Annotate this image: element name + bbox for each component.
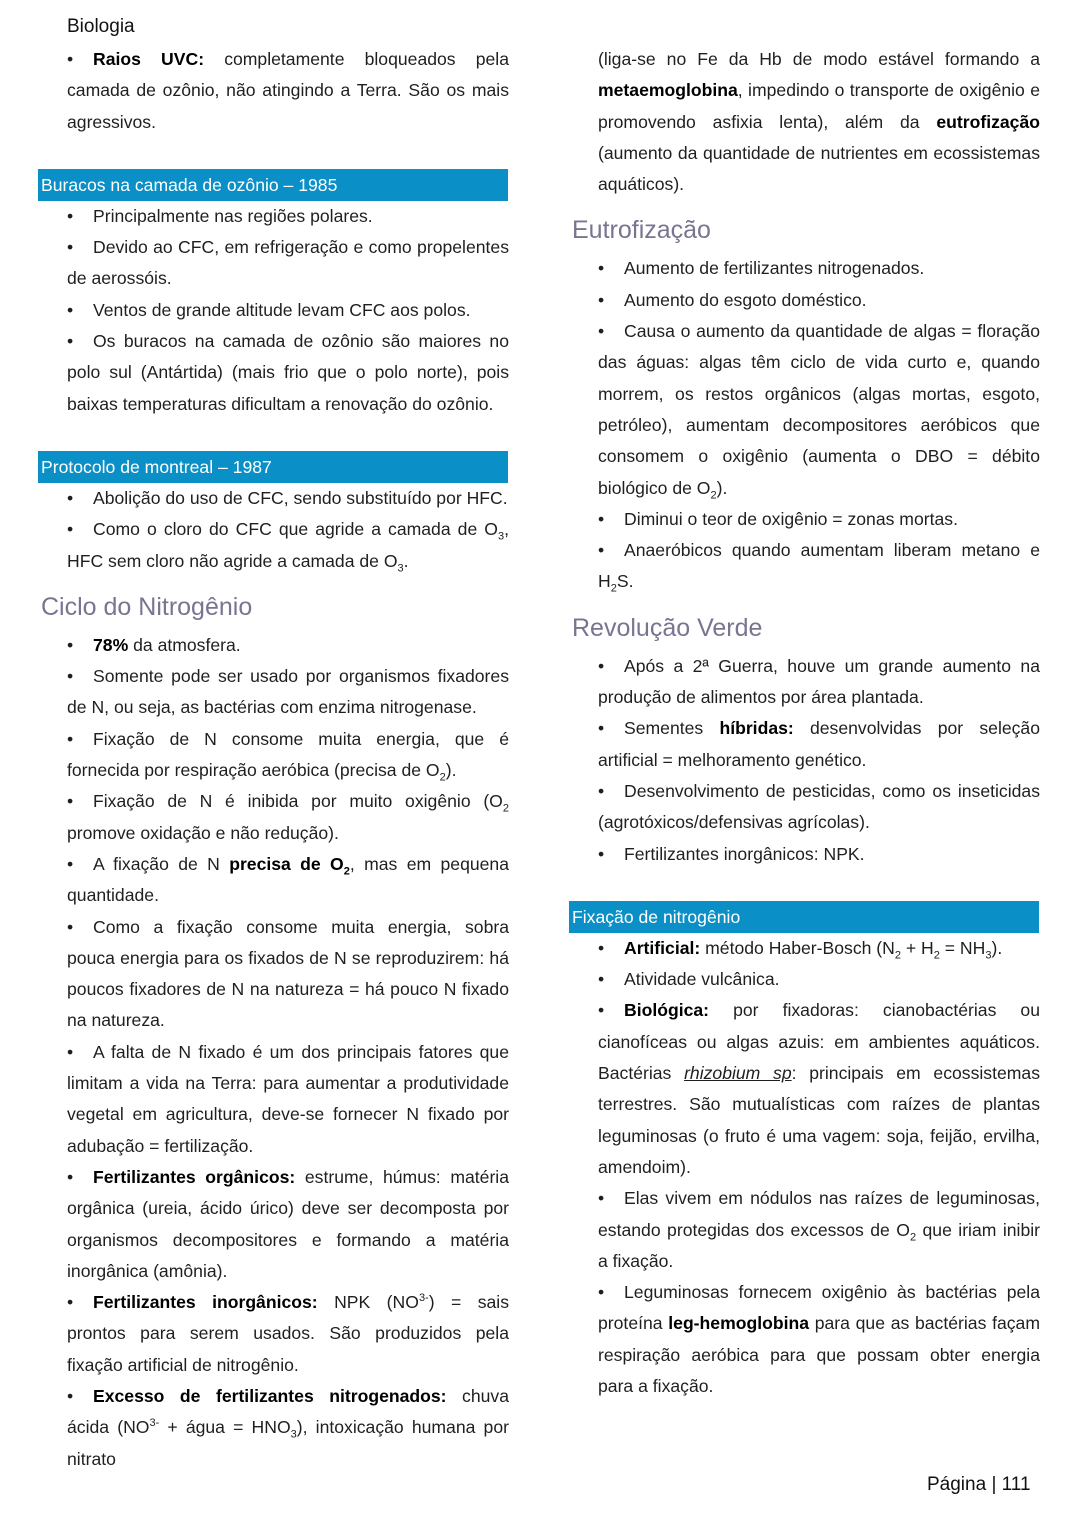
list-item (598, 535, 1040, 598)
term: Fertilizantes orgânicos: (93, 1166, 296, 1187)
bullet-icon: • (598, 258, 605, 279)
bullet-raios-uvc (67, 44, 509, 138)
bullet-icon: • (67, 299, 74, 320)
subscript: 2 (933, 949, 940, 962)
subscript: 2 (710, 489, 717, 502)
list-item (67, 661, 509, 724)
bullet-text: Diminui o teor de oxigênio = zonas mortas. (624, 508, 958, 529)
section-banner-montreal: Protocolo de montreal – 1987 (38, 451, 508, 483)
subscript: 2 (502, 802, 509, 815)
bullet-icon: • (67, 519, 74, 540)
bullet-text: Ventos de grande altitude levam CFC aos polos. (93, 299, 471, 320)
list-item (67, 630, 509, 661)
list-item (598, 651, 1040, 714)
bullet-icon: • (67, 487, 74, 508)
bullet-text: para que as bactérias façam respiração aeróbica para que possam obter energia para a fixação. (598, 1313, 1040, 1396)
term: eutrofização (936, 111, 1040, 132)
bullet-icon: • (67, 791, 74, 812)
bullet-text: A fixação de N (93, 853, 230, 874)
bullet-icon: • (598, 937, 605, 958)
bullet-text: método Haber-Bosch (N (700, 937, 895, 958)
section-banner-fixacao: Fixação de nitrogênio (569, 901, 1039, 933)
bullet-icon: • (67, 237, 74, 258)
term: Artificial: (624, 937, 701, 958)
bullet-icon: • (67, 916, 74, 937)
bullet-text: estrume, húmus: matéria orgânica (ureia, ácido úrico) deve ser decomposta por organismos decompositores e formando a matéria inorgânica (amônia). (67, 1166, 510, 1281)
subscript: 3 (397, 562, 404, 575)
bullet-text: = NH (939, 937, 986, 958)
list-item (67, 912, 509, 1037)
bullet-text: ). (716, 477, 728, 498)
species-name: rhizobium sp (684, 1063, 792, 1084)
bullet-icon: • (67, 853, 74, 874)
superscript: 3- (418, 1292, 429, 1305)
term: metaemoglobina (598, 80, 738, 101)
subscript: 3 (985, 949, 992, 962)
bullet-icon: • (67, 1292, 74, 1313)
list-item (598, 995, 1040, 1183)
heading-revolucao-verde: Revolução Verde (572, 613, 763, 642)
bullet-icon: • (67, 666, 74, 687)
term: leg-hemoglobina (668, 1313, 810, 1334)
page-number: Página | 111 (927, 1474, 1031, 1495)
bullet-text: Desenvolvimento de pesticidas, como os inseticidas (agrotóxicos/defensivas agrícolas). (598, 780, 1040, 833)
bullet-text: Leguminosas fornecem oxigênio às bactérias pela proteína (598, 1282, 1040, 1334)
list-item (67, 1381, 509, 1475)
heading-ciclo-nitrogenio: Ciclo do Nitrogênio (41, 592, 253, 621)
list-item (67, 232, 509, 295)
bullet-icon: • (598, 655, 605, 676)
bullet-text: Aumento de fertilizantes nitrogenados. (624, 258, 925, 279)
bullet-text: Anaeróbicos quando aumentam liberam metano e H (598, 540, 1040, 592)
bullet-text: Causa o aumento da quantidade de algas = floração das águas: algas têm ciclo de vida curto e, quando morrem, os restos orgânicos (algas mortas, esgoto, petróleo), aumentam decompositores aeróbicos que consomem o oxigênio (aumenta o DBO = débito biológico de O (598, 321, 1040, 498)
bullet-icon: • (598, 718, 605, 739)
bullet-text: , HFC sem cloro não agride a camada de O (67, 519, 509, 571)
page-header-subject: Biologia (67, 16, 135, 37)
bullet-text: por fixadoras: cianobactérias ou cianofíceas ou algas azuis: em ambientes aquáticos. Bactérias (598, 1000, 1040, 1084)
bullet-text: Sementes (624, 718, 720, 739)
bullet-text: chuva ácida (NO (67, 1385, 509, 1438)
term: Raios UVC: (93, 49, 205, 69)
bullet-text: ) = sais prontos para serem usados. São produzidos pela fixação artificial de nitrogênio. (67, 1292, 509, 1375)
list-item (598, 1183, 1040, 1277)
list-item (67, 724, 509, 787)
bullet-icon: • (67, 1385, 74, 1406)
bullet-icon: • (598, 1188, 605, 1209)
bullet-text: ), intoxicação humana por nitrato (67, 1417, 509, 1469)
list-item (67, 295, 509, 326)
bullet-text: que iriam inibir a fixação. (598, 1219, 1041, 1271)
bullet-icon: • (598, 540, 605, 561)
list-item (598, 839, 1040, 870)
bullet-text: , mas em pequena quantidade. (67, 853, 509, 906)
bullet-text: . (403, 550, 409, 571)
bullet-text: Os buracos na camada de ozônio são maiores no polo sul (Antártida) (mais frio que o polo norte), pois baixas temperaturas dificultam a renovação do ozônio. (67, 331, 509, 414)
list-item (598, 285, 1040, 316)
term: Excesso de fertilizantes nitrogenados: (93, 1385, 447, 1406)
term: precisa de O (229, 853, 344, 874)
superscript: 3- (149, 1417, 160, 1430)
bullet-icon: • (598, 508, 605, 529)
bullet-text: : principais em ecossistemas terrestres. São mutualísticas com raízes de plantas leguminosas (o fruto é uma vagem: soja, feijão, ervilha, amendoim). (598, 1063, 1041, 1177)
bullet-icon: • (67, 331, 74, 352)
list-item (598, 776, 1040, 839)
bullet-text: Devido ao CFC, em refrigeração e como propelentes de aerossóis. (67, 237, 509, 289)
subscript: 3 (497, 530, 505, 543)
subscript: 2 (343, 865, 350, 878)
bullet-text: + H (900, 937, 934, 958)
bullet-text: Somente pode ser usado por organismos fixadores de N, ou seja, as bactérias com enzima nitrogenase. (67, 666, 509, 718)
bullet-icon: • (598, 843, 605, 864)
term: híbridas: (719, 718, 794, 739)
subscript: 2 (439, 771, 446, 784)
bullet-text: Elas vivem em nódulos nas raízes de leguminosas, estando protegidas dos excessos de O (598, 1188, 1040, 1240)
list-item (598, 933, 1040, 964)
right-column (572, 44, 1041, 1402)
bullet-text: da atmosfera. (128, 634, 241, 655)
list-item (67, 1287, 509, 1381)
section-banner-buracos: Buracos na camada de ozônio – 1985 (38, 169, 508, 201)
list-item (67, 326, 509, 420)
subscript: 2 (610, 582, 617, 595)
bullet-icon: • (598, 969, 605, 990)
bullet-text: Fertilizantes inorgânicos: NPK. (624, 843, 865, 864)
bullet-icon: • (67, 728, 74, 749)
paragraph-text: (liga-se no Fe da Hb de modo estável formando a (598, 49, 1040, 69)
bullet-icon: • (598, 1000, 605, 1021)
list-item (67, 849, 509, 912)
list-item (598, 1277, 1040, 1402)
subscript: 2 (909, 1231, 917, 1244)
list-item (67, 514, 509, 577)
list-item (67, 786, 509, 849)
bullet-text: Como o cloro do CFC que agride a camada de O (93, 519, 498, 540)
list-item (598, 253, 1040, 284)
bullet-text: completamente bloqueados pela camada de ozônio, não atingindo a Terra. São os mais agressivos. (67, 49, 509, 132)
term: 78% (93, 634, 129, 655)
list-item (598, 316, 1040, 504)
bullet-icon: • (67, 49, 74, 69)
bullet-text: Aumento do esgoto doméstico. (624, 289, 867, 310)
bullet-text: NPK (NO (317, 1292, 419, 1313)
bullet-icon: • (67, 1041, 74, 1062)
list-item (598, 713, 1040, 776)
list-item (67, 483, 509, 514)
bullet-text: promove oxidação e não redução). (67, 822, 339, 843)
bullet-text: ). (991, 937, 1003, 958)
left-column (41, 44, 510, 1475)
bullet-icon: • (598, 780, 605, 801)
bullet-icon: • (598, 321, 605, 342)
list-item (67, 1037, 509, 1162)
paragraph-text: , impedindo o transporte de oxigênio e promovendo asfixia lenta), além da (598, 80, 1040, 132)
bullet-icon: • (67, 1166, 74, 1187)
list-item (598, 964, 1040, 995)
list-item (67, 201, 509, 232)
continuation-paragraph (598, 44, 1040, 200)
bullet-text: S. (616, 571, 634, 592)
term: Biológica: (624, 1000, 710, 1021)
heading-eutrofizacao: Eutrofização (572, 216, 711, 245)
bullet-text: A falta de N fixado é um dos principais fatores que limitam a vida na Terra: para aumentar a produtividade vegetal em agricultura, deve-se fornecer N fixado por adubação = fertilização. (67, 1041, 509, 1156)
term: Fertilizantes inorgânicos: (93, 1292, 318, 1313)
bullet-icon: • (598, 289, 605, 310)
bullet-text: ). (445, 760, 457, 781)
bullet-icon: • (67, 634, 74, 655)
bullet-icon: • (598, 1282, 605, 1303)
bullet-text: + água = HNO (159, 1417, 291, 1438)
bullet-text: Após a 2ª Guerra, houve um grande aumento na produção de alimentos por área plantada. (598, 655, 1040, 708)
bullet-text: Principalmente nas regiões polares. (93, 205, 373, 226)
bullet-text: Abolição do uso de CFC, sendo substituído por HFC. (93, 487, 508, 508)
subscript: 2 (894, 949, 901, 962)
bullet-text: Fixação de N consome muita energia, que é fornecida por respiração aeróbica (precisa de O (67, 728, 509, 781)
subscript: 3 (290, 1428, 297, 1441)
paragraph-text: (aumento da quantidade de nutrientes em ecossistemas aquáticos). (598, 142, 1040, 195)
bullet-text: Como a fixação consome muita energia, sobra pouca energia para os fixados de N se reproduzirem: há poucos fixadores de N na natureza = há pouco N fixado na natureza. (67, 916, 509, 1031)
list-item (598, 504, 1040, 535)
list-item (67, 1162, 509, 1287)
bullet-icon: • (67, 205, 74, 226)
bullet-text: Fixação de N é inibida por muito oxigênio (O (93, 791, 503, 812)
bullet-text: Atividade vulcânica. (624, 969, 780, 990)
bullet-text: desenvolvidas por seleção artificial = melhoramento genético. (598, 718, 1041, 770)
